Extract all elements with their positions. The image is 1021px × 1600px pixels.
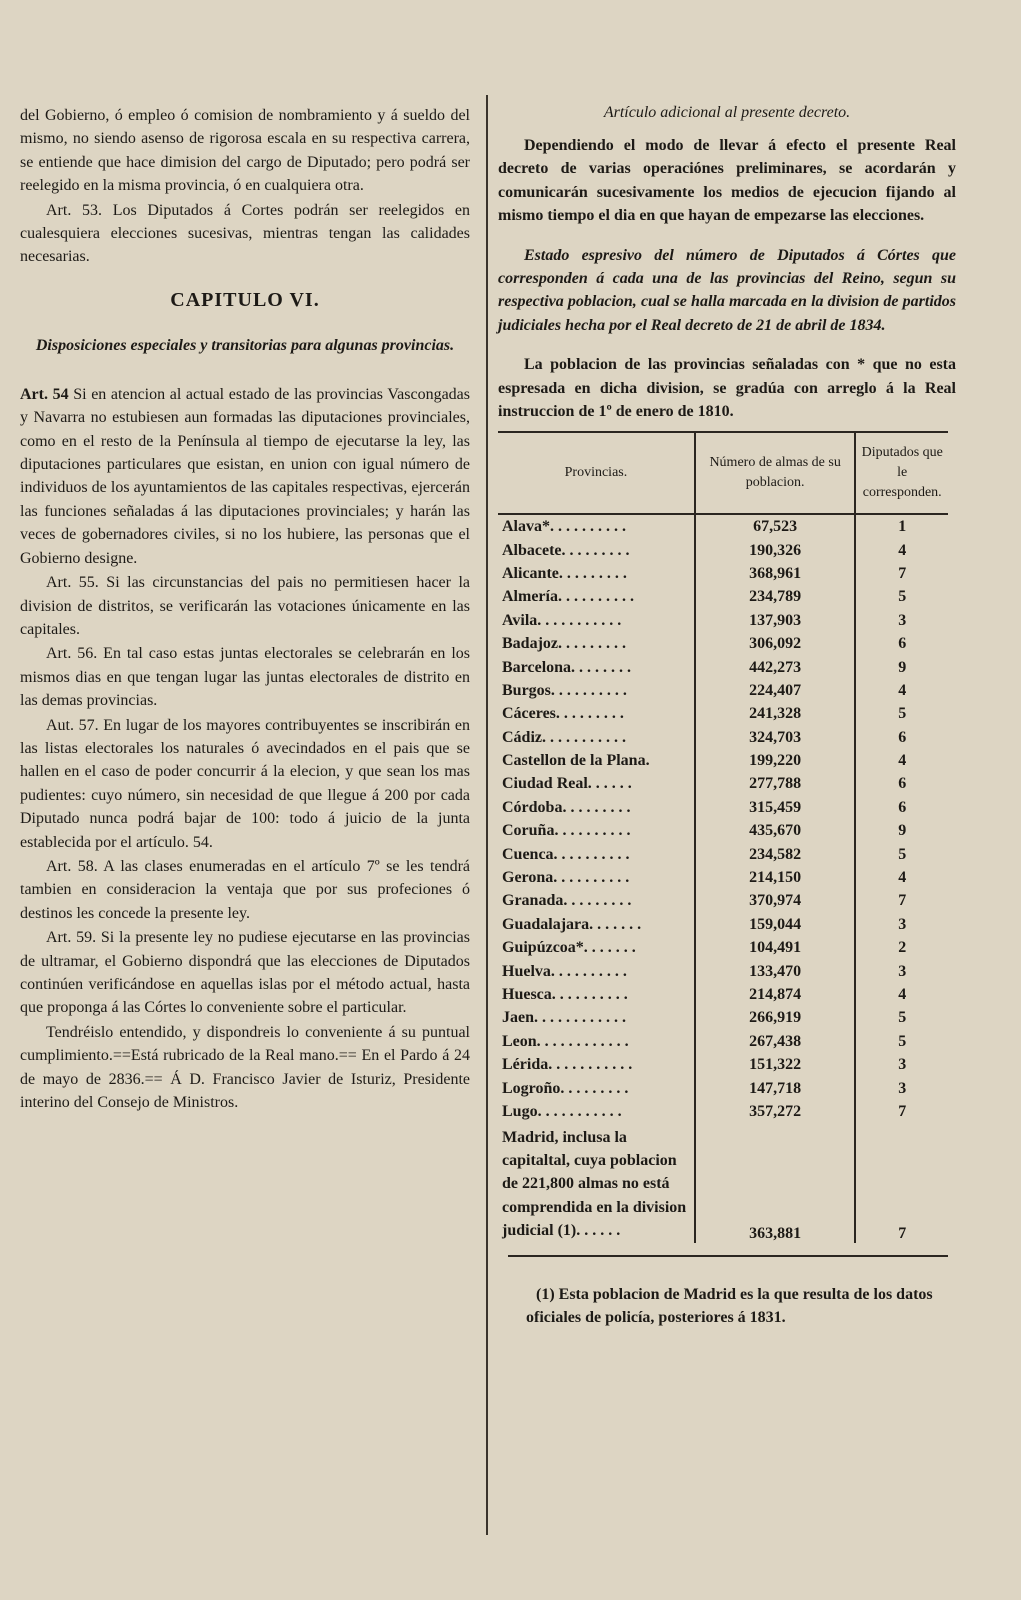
table-row — [498, 1007, 948, 1030]
population-value: 214,150 — [695, 866, 856, 889]
deputies-value: 3 — [855, 609, 948, 632]
article-57-label: Aut. 57. — [46, 716, 99, 734]
province-name: Cádiz. . . . . . . . . . . — [502, 728, 626, 746]
left-column — [20, 104, 470, 1115]
table-bottom-rule — [508, 1255, 948, 1257]
table-row — [498, 679, 948, 702]
province-name: Albacete. . . . . . . . . — [502, 541, 630, 559]
madrid-name: Madrid, inclusa la capitaltal, cuya poblacion de 221,800 almas no está comprendida en la division judicial (1). . . . . . — [502, 1128, 687, 1240]
table-row — [498, 514, 948, 538]
deputies-value: 4 — [855, 679, 948, 702]
article-54-text: Si en atencion al actual estado de las provincias Vascongadas y Navarra no estubiesen aun formadas las diputaciones provinciales, como en el resto de la Península al tiempo de ejecutarse la ley, las diputaciones particulares que esistan, en union con igual número de individuos de los ayuntamientos de las capitales respectivas, ejercerán las funciones señaladas á las diputaciones provinciales; y harán las veces de gobernadores civiles, si no los hubiere, las personas que el Gobierno designe. — [20, 385, 470, 567]
table-row — [498, 960, 948, 983]
table-row — [498, 539, 948, 562]
province-name: Lérida. . . . . . . . . . . — [502, 1056, 633, 1074]
population-value: 151,322 — [695, 1053, 856, 1076]
province-name: Avila. . . . . . . . . . . — [502, 611, 622, 629]
population-value: 190,326 — [695, 539, 856, 562]
deputies-value: 5 — [855, 703, 948, 726]
table-row — [498, 983, 948, 1006]
population-value: 277,788 — [695, 773, 856, 796]
article-53-label: Art. 53. — [46, 201, 103, 219]
table-row — [498, 656, 948, 679]
article-55-text: Si las circunstancias del pais no permitiesen hacer la division de distritos, se verificarán las votaciones únicamente en las capitales. — [20, 574, 471, 638]
article-53-text: Los Diputados á Cortes podrán ser reelegidos en cualesquiera elecciones sucesivas, mientras tengan las calidades necesarias. — [20, 201, 471, 266]
deputies-value: 6 — [855, 773, 948, 796]
province-name: Huelva. . . . . . . . . . — [502, 962, 627, 980]
population-value: 104,491 — [695, 937, 856, 960]
population-value: 133,470 — [695, 960, 856, 983]
table-row — [498, 937, 948, 960]
deputies-value: 3 — [855, 913, 948, 936]
table-row — [498, 1100, 948, 1123]
population-value: 234,582 — [695, 843, 856, 866]
table-row — [498, 773, 948, 796]
right-column — [498, 104, 956, 1329]
province-name: Alava*. . . . . . . . . . — [502, 518, 626, 536]
population-value: 435,670 — [695, 820, 856, 843]
article-56-label: Art. 56. — [46, 645, 98, 663]
population-value: 159,044 — [695, 913, 856, 936]
province-name: Cáceres. . . . . . . . . — [502, 705, 624, 723]
madrid-pop: 363,881 — [695, 1124, 856, 1243]
province-name: Almería. . . . . . . . . . — [502, 588, 634, 606]
deputies-value: 9 — [855, 820, 948, 843]
additional-article-text: Dependiendo el modo de llevar á efecto el presente Real decreto de varias operaciónes preliminares, se acordarán y comunicarán sucesivamente los medios de ejecucion fijando al mismo tiempo el dia en que hayan de empezarse las elecciones. — [498, 137, 956, 225]
deputies-value: 5 — [855, 1007, 948, 1030]
table-row — [498, 703, 948, 726]
table-row — [498, 632, 948, 655]
table-row — [498, 586, 948, 609]
deputies-value: 6 — [855, 726, 948, 749]
article-54-label: Art. 54 — [20, 385, 69, 403]
province-name: Cuenca. . . . . . . . . . — [502, 845, 630, 863]
province-name: Jaen. . . . . . . . . . . . — [502, 1009, 626, 1027]
article-59 — [20, 926, 470, 1020]
population-value: 306,092 — [695, 632, 856, 655]
article-59-label: Art. 59. — [46, 929, 97, 947]
article-54 — [20, 383, 470, 570]
deputies-value: 7 — [855, 1100, 948, 1123]
population-value: 224,407 — [695, 679, 856, 702]
table-body — [498, 514, 948, 1123]
province-name: Alicante. . . . . . . . . — [502, 564, 627, 582]
deputies-value: 7 — [855, 890, 948, 913]
table-header-row — [498, 432, 948, 514]
province-name: Granada. . . . . . . . . — [502, 892, 632, 910]
deputies-value: 4 — [855, 749, 948, 772]
deputies-value: 4 — [855, 983, 948, 1006]
population-value: 199,220 — [695, 749, 856, 772]
province-name: Guipúzcoa*. . . . . . . — [502, 939, 636, 957]
population-value: 368,961 — [695, 562, 856, 585]
table-row — [498, 562, 948, 585]
province-name: Burgos. . . . . . . . . . — [502, 681, 627, 699]
header-provincias: Provincias. — [564, 465, 628, 481]
article-55-label: Art. 55. — [46, 574, 99, 592]
article-58-text: A las clases enumeradas en el artículo 7º se les tendrá tambien en consideracion la ventaja que por sus profeciones ó destinos les concede la presente ley. — [20, 857, 471, 922]
province-name: Coruña. . . . . . . . . . — [502, 822, 631, 840]
deputies-value: 5 — [855, 843, 948, 866]
column-divider — [486, 95, 488, 1535]
province-name: Lugo. . . . . . . . . . . — [502, 1102, 622, 1120]
province-name: Badajoz. . . . . . . . . — [502, 635, 626, 653]
table-row — [498, 1077, 948, 1100]
population-value: 267,438 — [695, 1030, 856, 1053]
population-value: 147,718 — [695, 1077, 856, 1100]
population-value: 67,523 — [695, 514, 856, 538]
table-row — [498, 749, 948, 772]
population-value: 324,703 — [695, 726, 856, 749]
deputies-value: 5 — [855, 1030, 948, 1053]
population-table — [498, 431, 948, 1242]
population-value: 315,459 — [695, 796, 856, 819]
population-value: 137,903 — [695, 609, 856, 632]
additional-article-heading: Artículo adicional al presente decreto. — [603, 104, 851, 121]
deputies-value: 3 — [855, 1053, 948, 1076]
deputies-value: 2 — [855, 937, 948, 960]
population-value: 234,789 — [695, 586, 856, 609]
footnote: (1) Esta poblacion de Madrid es la que resulta de los datos oficiales de policía, posteriores á 1831. — [526, 1285, 933, 1326]
table-row — [498, 820, 948, 843]
deputies-value: 3 — [855, 960, 948, 983]
article-58-label: Art. 58. — [46, 857, 98, 875]
deputies-value: 4 — [855, 866, 948, 889]
table-row — [498, 913, 948, 936]
province-name: Barcelona. . . . . . . . — [502, 658, 632, 676]
province-name: Huesca. . . . . . . . . . — [502, 985, 628, 1003]
poblacion-note: La poblacion de las provincias señaladas con * que no esta espresada en dicha division, se gradúa con arreglo á la Real instruccion de 1º de enero de 1810. — [498, 356, 956, 421]
table-row — [498, 796, 948, 819]
population-value: 442,273 — [695, 656, 856, 679]
chapter-title: CAPITULO VI. — [170, 288, 320, 311]
chapter-subtitle: Disposiciones especiales y transitorias para algunas provincias. — [35, 336, 455, 354]
province-name: Castellon de la Plana. — [502, 752, 650, 770]
table-row — [498, 726, 948, 749]
population-value: 370,974 — [695, 890, 856, 913]
table-row-madrid — [498, 1124, 948, 1243]
article-59-text: Si la presente ley no pudiese ejecutarse en las provincias de ultramar, el Gobierno dispondrá que las elecciones de Diputados continúen verificándose en aquellas islas por el método actual, hasta que proponga á las Córtes lo conveniente sobre el particular. — [20, 929, 471, 1017]
paragraph-continuation: del Gobierno, ó empleo ó comision de nombramiento y á sueldo del mismo, no siendo asenso de rigorosa escala en su respectiva carrera, se entiende que hace dimision del cargo de Diputado; pero podrá ser reelegido en la misma provincia, ó en cualquiera otra. — [20, 107, 470, 195]
population-value: 266,919 — [695, 1007, 856, 1030]
province-name: Logroño. . . . . . . . . — [502, 1079, 629, 1097]
table-row — [498, 890, 948, 913]
article-56-text: En tal caso estas juntas electorales se celebrarán en los mismos dias en que tengan lugar las juntas electorales de distrito en las demas provincias. — [20, 645, 471, 710]
article-55 — [20, 571, 470, 641]
deputies-value: 1 — [855, 514, 948, 538]
population-value: 357,272 — [695, 1100, 856, 1123]
estado-heading: Estado espresivo del número de Diputados á Córtes que corresponden á cada una de las provincias del Reino, segun su respectiva poblacion, cual se halla marcada en la division de partidos judiciales hecha por el Real decreto de 21 de abril de 1834. — [498, 246, 956, 334]
madrid-dip: 7 — [855, 1124, 948, 1243]
deputies-value: 3 — [855, 1077, 948, 1100]
table-row — [498, 609, 948, 632]
deputies-value: 9 — [855, 656, 948, 679]
province-name: Ciudad Real. . . . . . — [502, 775, 632, 793]
article-53 — [20, 199, 470, 269]
article-57 — [20, 714, 470, 854]
deputies-value: 4 — [855, 539, 948, 562]
header-almas: Número de almas de su poblacion. — [695, 432, 856, 514]
table-row — [498, 843, 948, 866]
table-row — [498, 866, 948, 889]
deputies-value: 6 — [855, 796, 948, 819]
province-name: Córdoba. . . . . . . . . — [502, 798, 631, 816]
population-value: 214,874 — [695, 983, 856, 1006]
deputies-value: 7 — [855, 562, 948, 585]
deputies-value: 5 — [855, 586, 948, 609]
article-57-text: En lugar de los mayores contribuyentes se inscribirán en las listas electorales los naturales ó avecindados en el pais que se hallen en el caso de poder concurrir á la elecion, y que sean los mas pudientes: cuyo número, sin necesidad de que llegue á 200 por cada Diputado nunca podrá bajar de 100: todo á juicio de la junta establecida por el artículo. 54. — [20, 716, 471, 851]
article-56 — [20, 642, 470, 712]
table-row — [498, 1053, 948, 1076]
article-58 — [20, 855, 470, 925]
table-row — [498, 1030, 948, 1053]
header-diputados: Diputados que le corresponden. — [855, 432, 948, 514]
province-name: Guadalajara. . . . . . . — [502, 915, 642, 933]
deputies-value: 6 — [855, 632, 948, 655]
closing-formula: Tendréislo entendido, y dispondreis lo conveniente á su puntual cumplimiento.==Está rubricado de la Real mano.== En el Pardo á 24 de mayo de 2836.== Á D. Francisco Javier de Isturiz, Presidente interino del Consejo de Ministros. — [20, 1023, 470, 1112]
province-name: Gerona. . . . . . . . . . — [502, 869, 630, 887]
province-name: Leon. . . . . . . . . . . . — [502, 1032, 629, 1050]
population-value: 241,328 — [695, 703, 856, 726]
